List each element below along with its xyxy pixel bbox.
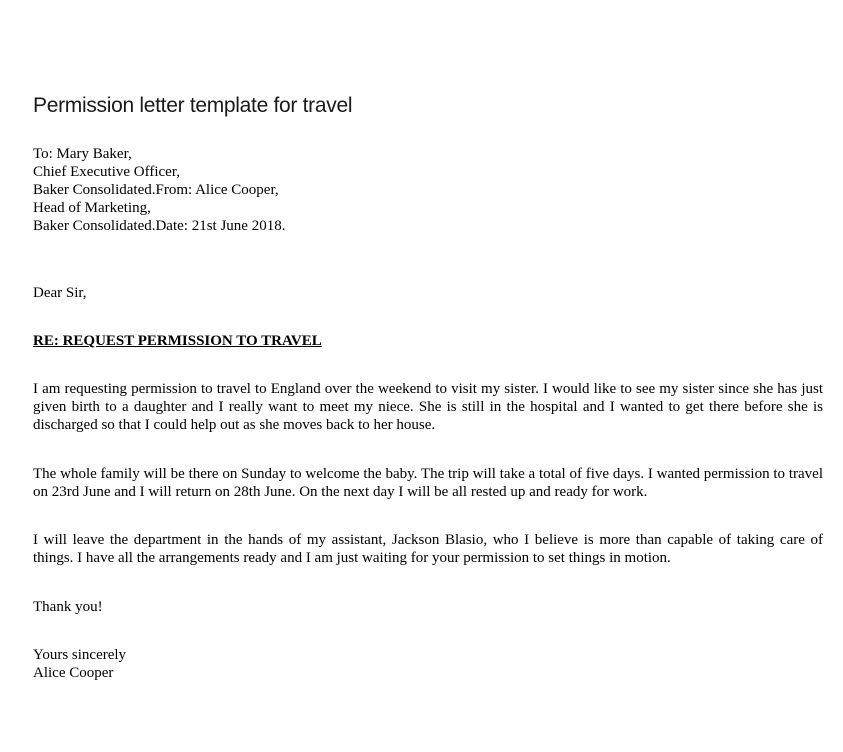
- paragraph-1: I am requesting permission to travel to England over the weekend to visit my sister. I would like to see my sister since she has just given birth to a daughter and I really want to meet my niece. She is still in the hospital and I wanted to get there before she is discharged so that I could help out as she moves back to her house.: [33, 381, 823, 433]
- address-line-position: Head of Marketing,: [33, 200, 151, 216]
- signature-name: Alice Cooper: [33, 665, 114, 681]
- address-block: [33, 145, 823, 235]
- address-line-date: Baker Consolidated.Date: 21st June 2018.: [33, 218, 286, 234]
- subject-line: RE: REQUEST PERMISSION TO TRAVEL: [33, 333, 322, 349]
- address-line-to: To: Mary Baker,: [33, 146, 132, 162]
- closing-block: [33, 646, 823, 682]
- thanks-line: Thank you!: [33, 599, 103, 615]
- subject-line-wrap: [33, 332, 823, 350]
- page-title: Permission letter template for travel: [33, 94, 353, 117]
- address-line-title: Chief Executive Officer,: [33, 164, 180, 180]
- address-line-from: Baker Consolidated.From: Alice Cooper,: [33, 182, 279, 198]
- paragraph-2: The whole family will be there on Sunday to welcome the baby. The trip will take a total of five days. I wanted permission to travel on 23rd June and I will return on 28th June. On the next day I will be all rested up and ready for work.: [33, 466, 823, 500]
- salutation: Dear Sir,: [33, 285, 87, 301]
- paragraph-3: I will leave the department in the hands of my assistant, Jackson Blasio, who I believe is more than capable of taking care of things. I have all the arrangements ready and I am just waiting for your permission to set things in motion.: [33, 532, 823, 566]
- closing-line: Yours sincerely: [33, 647, 127, 663]
